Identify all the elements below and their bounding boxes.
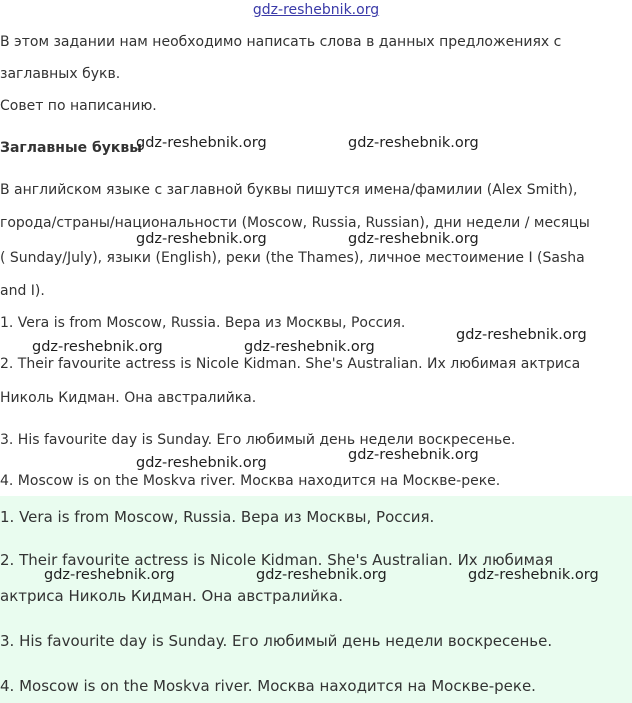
watermark: gdz-reshebnik.org <box>456 327 587 343</box>
rule-line-1: В английском языке с заглавной буквы пишутся имена/фамилии (Alex Smith), <box>0 182 578 198</box>
watermark: gdz-reshebnik.org <box>348 447 479 463</box>
answer-line-3: 3. His favourite day is Sunday. Его любимый день недели воскресенье. <box>0 632 553 650</box>
rule-line-2: города/страны/национальности (Moscow, Russia, Russian), дни недели / месяцы <box>0 215 590 231</box>
answer-line-4: 4. Moscow is on the Moskva river. Москва находится на Москве-реке. <box>0 677 536 695</box>
exercise-sentence-2-line-2: Николь Кидман. Она австралийка. <box>0 390 257 406</box>
watermark: gdz-reshebnik.org <box>348 135 479 151</box>
watermark: gdz-reshebnik.org <box>348 231 479 247</box>
answer-line-1: 1. Vera is from Moscow, Russia. Вера из Москвы, Россия. <box>0 508 435 526</box>
answer-line-2a: 2. Their favourite actress is Nicole Kidman. She's Australian. Их любимая <box>0 551 554 569</box>
watermark: gdz-reshebnik.org <box>244 339 375 355</box>
exercise-sentence-2-line-1: 2. Their favourite actress is Nicole Kidman. She's Australian. Их любимая актриса <box>0 356 581 372</box>
rule-line-3: ( Sunday/July), языки (English), реки (the Thames), личное местоимение I (Sasha <box>0 250 585 266</box>
exercise-sentence-1: 1. Vera is from Moscow, Russia. Вера из Москвы, Россия. <box>0 315 406 331</box>
intro-line-1: В этом задании нам необходимо написать слова в данных предложениях с <box>0 34 562 50</box>
exercise-sentence-3: 3. His favourite day is Sunday. Его любимый день недели воскресенье. <box>0 432 516 448</box>
answer-box <box>0 496 632 703</box>
rule-line-4: and I). <box>0 283 45 299</box>
watermark: gdz-reshebnik.org <box>136 455 267 471</box>
site-header-link[interactable]: gdz-reshebnik.org <box>252 2 380 18</box>
watermark: gdz-reshebnik.org <box>136 135 267 151</box>
watermark: gdz-reshebnik.org <box>44 567 175 583</box>
exercise-sentence-4: 4. Moscow is on the Moskva river. Москва находится на Москве-реке. <box>0 473 501 489</box>
watermark: gdz-reshebnik.org <box>136 231 267 247</box>
intro-line-2: заглавных букв. <box>0 66 121 82</box>
tip-line: Совет по написанию. <box>0 98 157 114</box>
rule-heading: Заглавные буквы <box>0 140 142 156</box>
watermark: gdz-reshebnik.org <box>256 567 387 583</box>
watermark: gdz-reshebnik.org <box>32 339 163 355</box>
answer-line-2b: актриса Николь Кидман. Она австралийка. <box>0 587 343 605</box>
watermark: gdz-reshebnik.org <box>468 567 599 583</box>
